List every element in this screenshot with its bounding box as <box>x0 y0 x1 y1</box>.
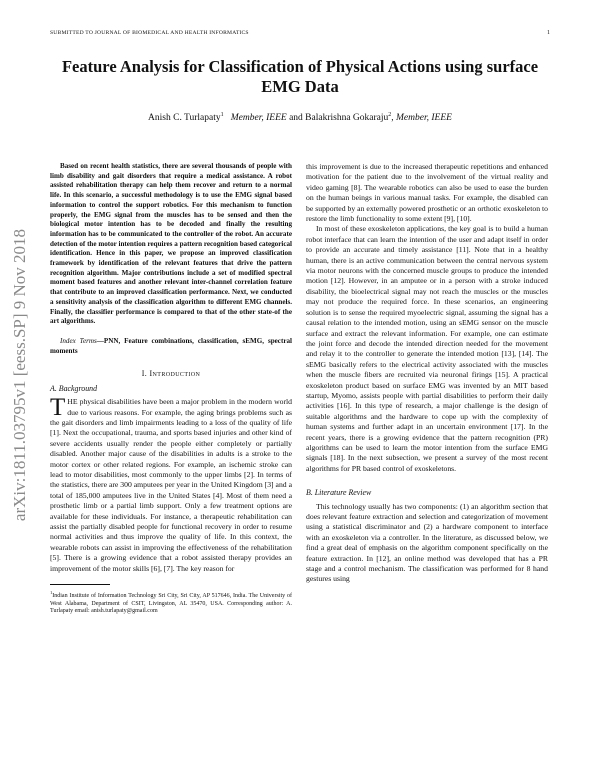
footnote-mark: 1 <box>50 590 53 596</box>
body-paragraph: In most of these exoskeleton applications, the key goal is to build a human robot interface that can learn the intention of the user and adapt itself in order to provide an accurate and timely assistance [11]. Note that in a healthy human, there is an active communication between the central nervous system via motor neurons with the concerned muscle groups to produce the intended motion [12]. However, in an amputee or in a person with a stroke induced disability, the bioelectrical signal may not reach the muscles or the muscles may not produce the required force. In these scenarios, an engineering solution is to sense the required myoelectric signal, assuming the signal has a causal relation to the intended motion, using an sEMG sensor on the muscle surface and extract the relevant information. For example, one can estimate the joint force and decode the intended direction needed for the movement and relay it to the controller to generate the intended motion [13], [14]. The sEMG basically refers to the electrical activity associated with the muscles when the muscle fibers are recruited via neuronal firings [15]. A practical exoskeleton product based on surface EMG was invented by an MIT based startup, Myomo, assists people with partial disabilities to perform their daily activities [16]. In this type of research, a major challenge is the design of suitable algorithms and the hardware to cope up with the complexity of human systems and further adapt in an uncertain environment [17]. In the recent years, there is a growing evidence that the pattern recognition (PR) algorithms can be used to learn the motor intention from the surface EMG signals [18]. In the next subsection, we present a survey of the most recent algorithms for PR based control of exoskeletons. <box>306 224 548 473</box>
section-heading <box>50 369 292 379</box>
page-number: 1 <box>547 30 550 36</box>
arxiv-stamp <box>5 160 35 590</box>
author-role: Member, IEEE <box>396 113 452 124</box>
section-title: Introduction <box>149 369 201 379</box>
footnote-text: Indian Institute of Information Technology Sri City, Sri City, AP 517646, India. The University of West Alabama, Department of CSIT, Livingston, AL 35470, USA. Corresponding author: A. Turlapaty email: anish.turlapaty@gmail.com <box>50 593 292 615</box>
author-affil-mark: 1 <box>220 112 224 118</box>
author-conjunction: and <box>289 113 303 124</box>
footnote-rule <box>50 584 110 585</box>
abstract: Based on recent health statistics, there are several thousands of people with limb disability and gait disorders that require a medical assistance. A robot assisted rehabilitation therapy can help them recover and return to a normal life. In this scenario, a successful methodology is to use the EMG signal based information to control the support robotics. For this mechanism to function properly, the EMG signal from the muscles has to be sensed and then the biological motor intention has to be decoded and finally the resulting information has to be communicated to the controller of the robot. An accurate detection of the motor intention requires a pattern recognition based categorical identification. Hence in this paper, we propose an improved classification framework by identification of the relevant features that drive the pattern recognition algorithm. Major contributions include a set of modified spectral moment based features and another relevant inter-channel correlation feature that contribute to an improved classification performance. Next, we conducted a sensitivity analysis of the classification algorithm to different EMG channels. Finally, the classifier performance is compared to that of the other state-of the art algorithms. <box>50 162 292 326</box>
left-column <box>50 162 292 616</box>
section-number: I. <box>141 369 148 379</box>
footnote <box>50 589 292 616</box>
author-name: Anish C. Turlapaty <box>148 113 221 124</box>
index-terms <box>50 337 292 356</box>
author-line: Anish C. Turlapaty$^1$ Member, IEEE and Balakrishna Gokaraju$^2$, Member, IEEE <box>148 112 452 124</box>
body-paragraph: This technology usually has two components: (1) an algorithm section that does relevant feature extraction and selection and categorization of movement using a statistical discriminator and (2) a hardware component to interface with an exoskeleton via a controller. In the literature, as discussed below, we find a great deal of emphasis on the algorithm component specifically on the feature extraction. In [12], an online method was developed that has a PR stage and a control mechanism. The classification was performed for 8 hand gestures using <box>306 501 548 584</box>
index-terms-text: —PNN, Feature combinations, classification, sEMG, spectral moments <box>50 336 292 355</box>
drop-cap: T <box>50 394 66 422</box>
author-name: Balakrishna Gokaraju <box>305 113 389 124</box>
index-terms-label: Index Terms <box>60 336 97 345</box>
author-affil-mark: 2 <box>388 112 392 118</box>
paragraph-text: HE physical disabilities have been a major problem in the modern world due to various reasons. For example, the aging brings problems such as the gait disorders and limb impairments leading to a loss of the quality of life [1]. Next the occupational, trauma, and sports based injuries and other kind of severe accidents usually render the people either completely or partially disabled. Another major cause of the disabilities in adults is a stroke to the motor cortex or other related regions. For example, an ischemic stroke can lead to motor disabilities, most commonly to the upper limbs [2]. In terms of the statistics, there are 300 amputees per year in the United Kingdom [3] and a total of 185,000 amputees live in the United States [4]. Most of them need a prosthetic limb or a partial limb support. Only a few treatment options are available for these individuals. For instance, a therapeutic rehabilitation can assist the partially disabled people for functional recovery in order to resume normal activities and thus improve the quality of life. In this context, the wearable robots can assist in improving the effectiveness of the rehabilitation [5]. There is a growing evidence that a robot assisted therapy provides an improvement of the motor skills [6], [7]. The key reason for <box>50 397 292 573</box>
running-header: SUBMITTED TO JOURNAL OF BIOMEDICAL AND HEALTH INFORMATICS <box>50 30 249 36</box>
author-role: Member, IEEE <box>230 113 287 124</box>
arxiv-identifier: arXiv:1811.03795v1 [eess.SP] 9 Nov 2018 <box>10 228 29 522</box>
body-paragraph: this improvement is due to the increased therapeutic repetitions and enhanced motivation for the patient due to the involvement of the virtual reality and video gaming [8]. The wearable robotics can also be used to ease the burden on the human beings in various manual tasks. For example, the disabled can be supported by an externally powered prosthetic or an orthotic exoskeleton to restore the limb functionality to some extent [9], [10]. <box>306 162 548 224</box>
paper-title: Feature Analysis for Classification of Physical Actions using surface EMG Data <box>61 57 539 96</box>
right-column <box>306 162 548 585</box>
body-paragraph <box>50 394 292 574</box>
subsection-heading: B. Literature Review <box>306 488 372 498</box>
subsection-heading: A. Background <box>50 383 98 393</box>
